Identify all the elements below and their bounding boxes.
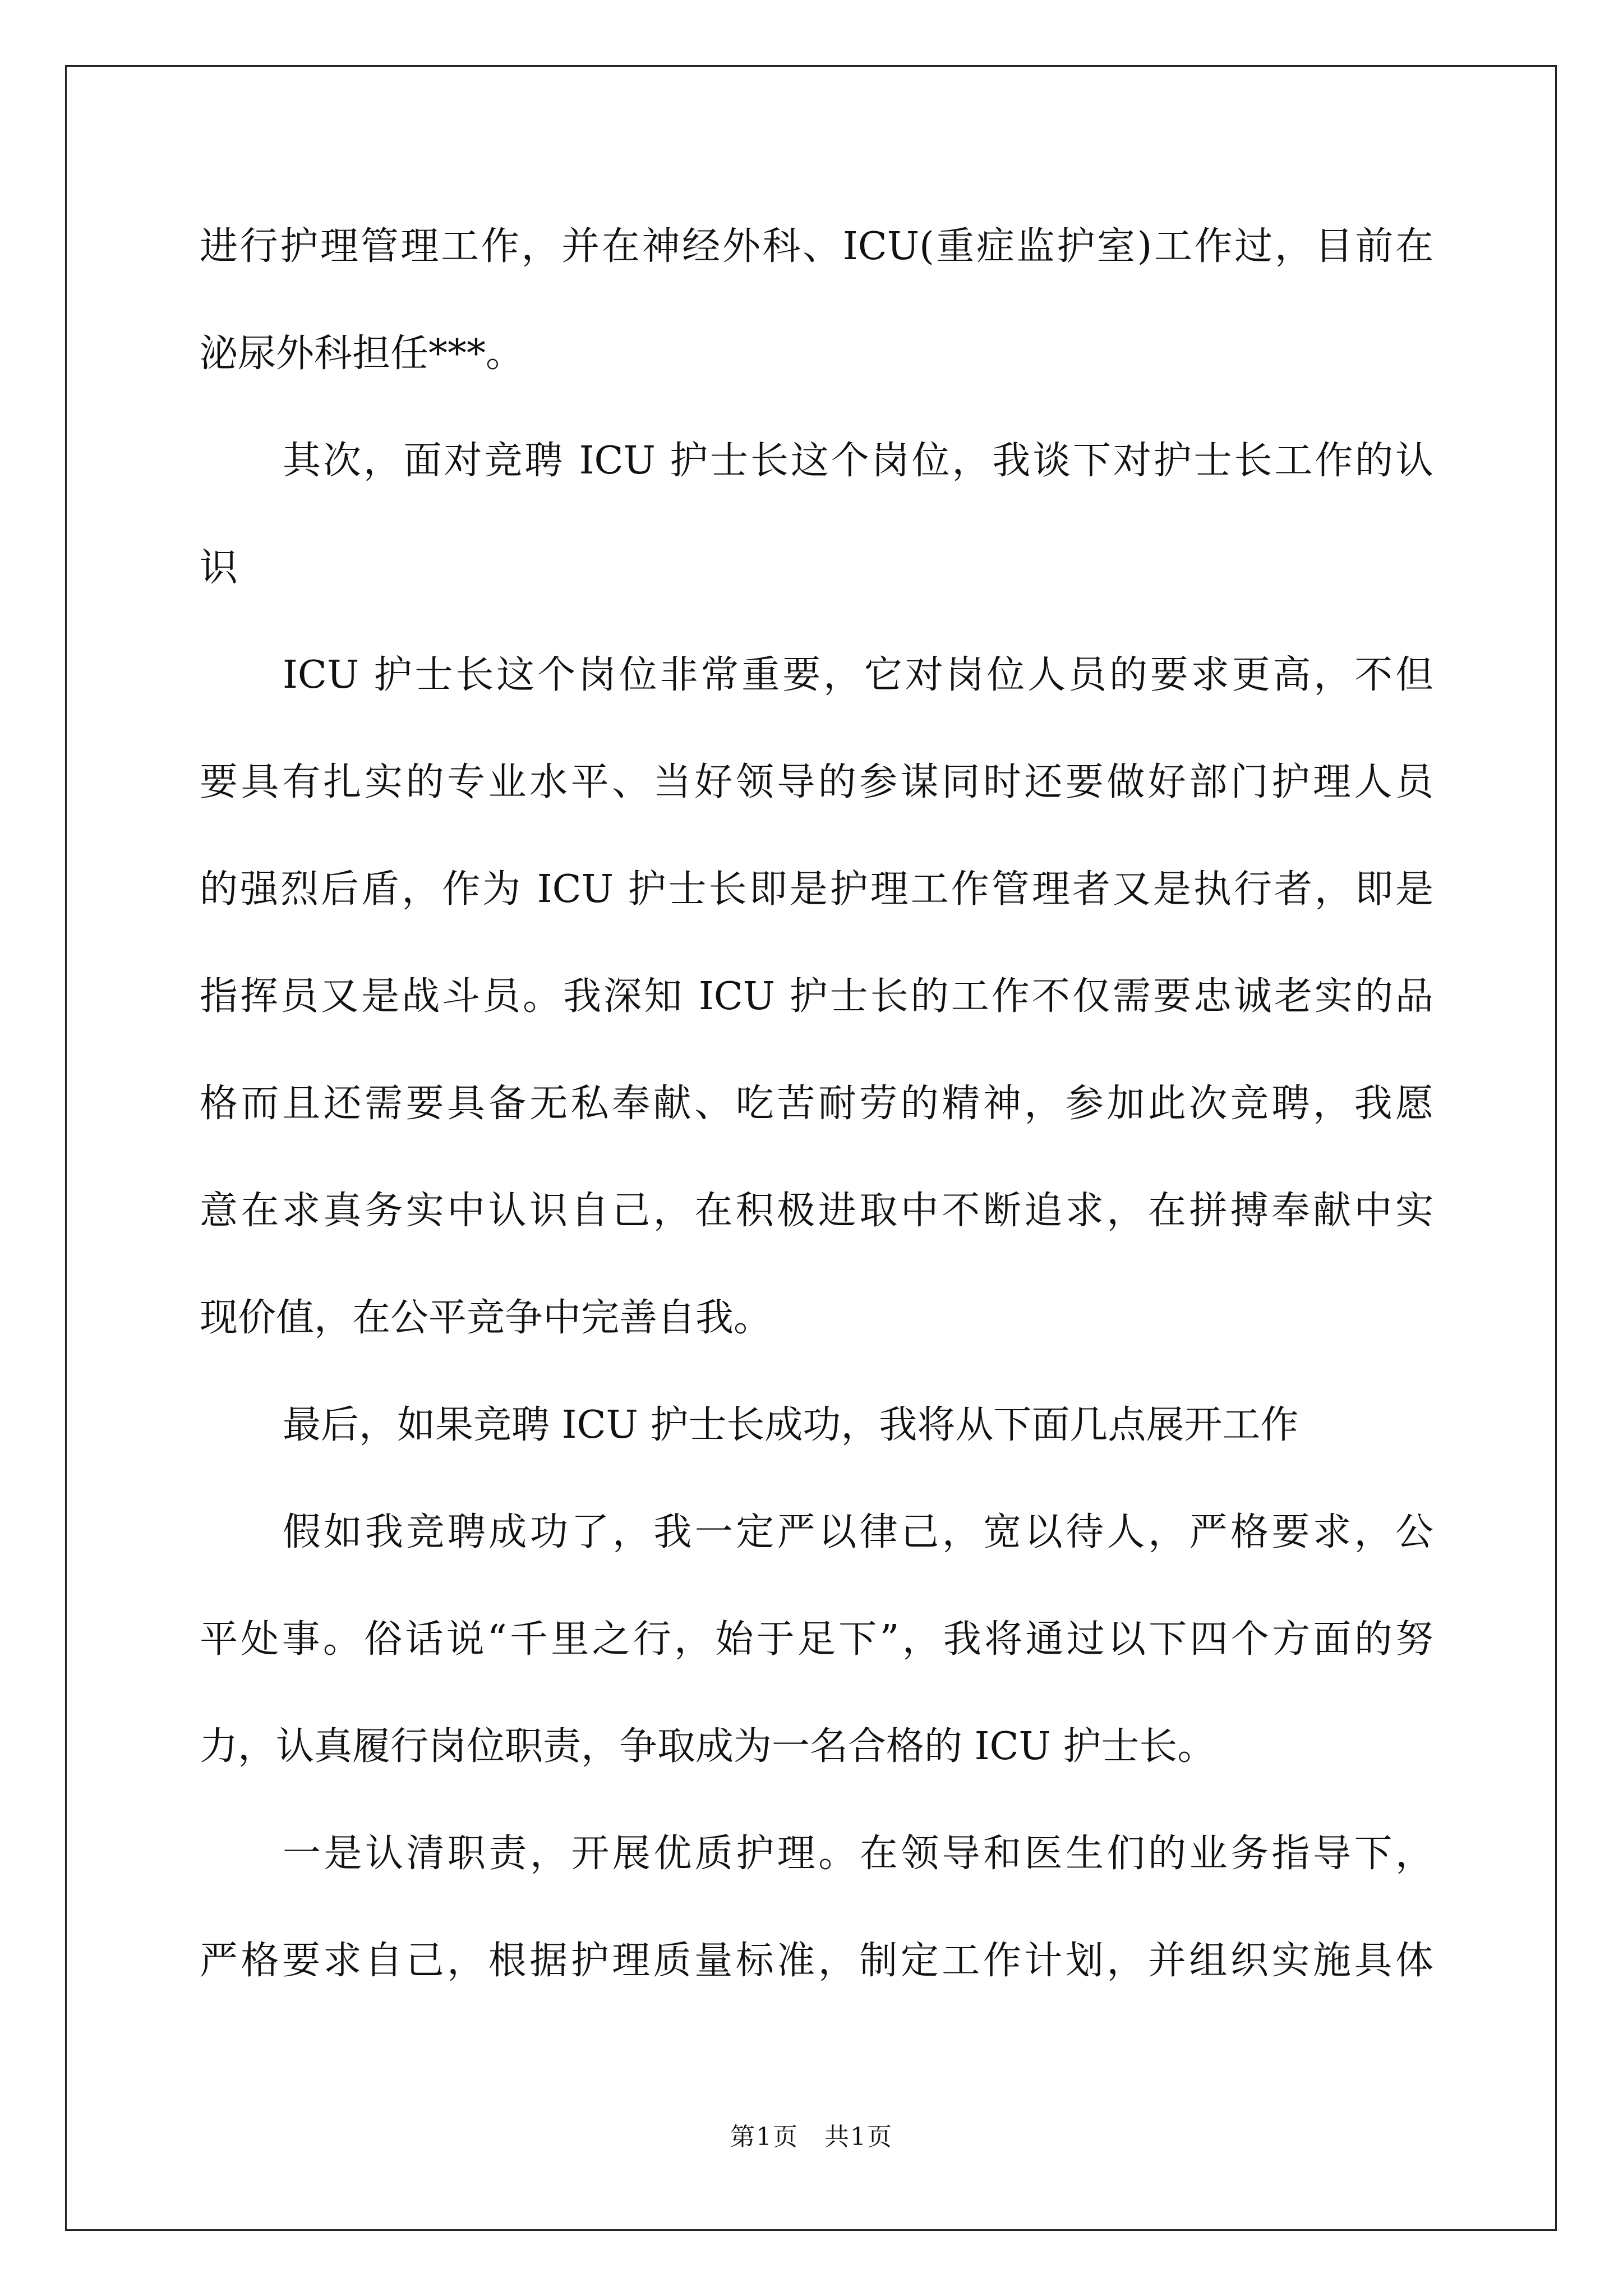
page-number: 第1页 共1页	[730, 2123, 893, 2151]
text-line: 假如我竞聘成功了，我一定严以律己，宽以待人，严格要求，公	[283, 1510, 1433, 1554]
text-line: 最后，如果竞聘 ICU 护士长成功，我将从下面几点展开工作	[283, 1403, 1299, 1447]
text-line: 识	[200, 546, 238, 590]
text-line: 意在求真务实中认识自己，在积极进取中不断追求，在拼搏奉献中实	[200, 1189, 1433, 1233]
text-line: 现价值，在公平竞争中完善自我。	[200, 1296, 772, 1340]
text-line: 平处事。俗话说“千里之行，始于足下”，我将通过以下四个方面的努	[200, 1617, 1433, 1662]
text-line: 其次，面对竞聘 ICU 护士长这个岗位，我谈下对护士长工作的认	[283, 439, 1433, 483]
text-line: 指挥员又是战斗员。我深知 ICU 护士长的工作不仅需要忠诚老实的品	[200, 974, 1433, 1019]
text-line: 一是认清职责，开展优质护理。在领导和医生们的业务指导下，	[283, 1832, 1433, 1876]
text-line: 进行护理管理工作，并在神经外科、ICU(重症监护室)工作过，目前在	[200, 224, 1433, 269]
document-body	[200, 213, 1433, 2035]
text-line: 格而且还需要具备无私奉献、吃苦耐劳的精神，参加此次竞聘，我愿	[200, 1082, 1433, 1126]
text-line: 要具有扎实的专业水平、当好领导的参谋同时还要做好部门护理人员	[200, 760, 1433, 804]
text-line: 严格要求自己，根据护理质量标准，制定工作计划，并组织实施具体	[200, 1939, 1433, 1983]
text-line: ICU 护士长这个岗位非常重要，它对岗位人员的要求更高，不但	[283, 653, 1433, 697]
text-line: 的强烈后盾，作为 ICU 护士长即是护理工作管理者又是执行者，即是	[200, 867, 1433, 912]
text-line: 泌尿外科担任***。	[200, 332, 524, 376]
text-line: 力，认真履行岗位职责，争取成为一名合格的 ICU 护士长。	[200, 1724, 1216, 1769]
